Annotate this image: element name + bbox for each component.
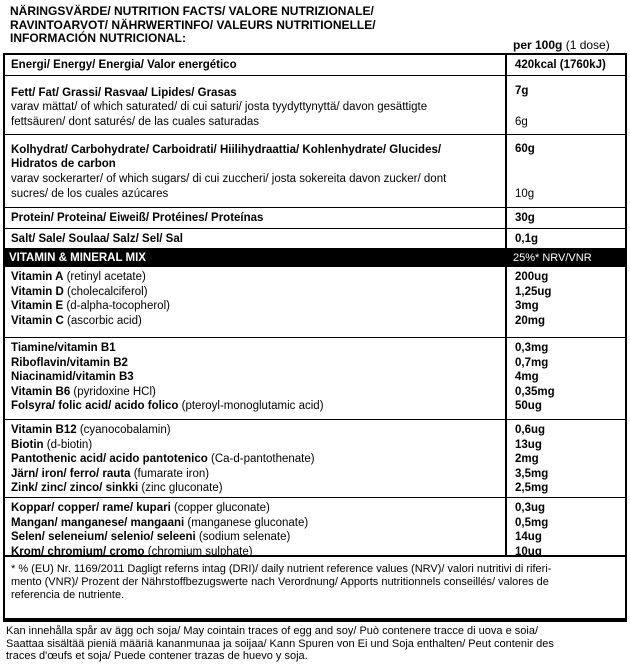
sugars-value: 10g (515, 188, 535, 200)
nutrient-label (11, 371, 495, 385)
nutrient-label (11, 300, 495, 314)
nutrient-label (11, 400, 495, 414)
nutrient-value: 2,5mg (515, 482, 549, 494)
salt-label: Salt/ Sale/ Soulaa/ Salz/ Sel/ Sal (11, 233, 183, 245)
vitamin-mix-title: VITAMIN & MINERAL MIX (9, 252, 146, 264)
footnote-box (3, 557, 627, 620)
nutrient-value: 0,3ug (515, 502, 546, 514)
nutrient-value: 1,25ug (515, 285, 552, 298)
nutrient-value: 0,35mg (515, 385, 555, 398)
salt-row (5, 229, 625, 248)
fat-label: Fett/ Fat/ Grassi/ Rasvaa/ Lipides/ Grasas (11, 87, 237, 99)
per-dose: (1 dose) (565, 38, 610, 52)
nutrient-label (11, 424, 495, 438)
carbohydrate-row (5, 135, 625, 208)
fat-row (5, 76, 625, 135)
vitamin-table (3, 267, 627, 557)
nutrient-name: Tiamine/vitamin B1 (11, 342, 116, 354)
nutrient-name: Vitamin E (11, 300, 64, 312)
label-header (3, 3, 627, 53)
allergy-notice (3, 620, 627, 664)
footnote-line: referencia de nutriente. (11, 589, 125, 601)
nutrient-label (11, 531, 495, 545)
nutrient-label (11, 468, 495, 482)
nutrient-name: Järn/ iron/ ferro/ rauta (11, 467, 131, 480)
nrv-heading: 25%* NRV/VNR (513, 252, 592, 264)
reference-footnote (11, 563, 623, 602)
nutrient-label (11, 517, 495, 531)
vitamin-mix-header (3, 250, 627, 267)
nutrient-detail: (copper gluconate) (170, 502, 270, 514)
nutrient-value: 2mg (515, 453, 539, 465)
nutrient-name: Koppar/ copper/ rame/ kupari (11, 502, 171, 514)
carb-value: 60g (515, 143, 535, 155)
nutrient-detail: (pyridoxine HCl) (70, 385, 156, 398)
allergy-line: Kan innehålla spår av ägg och soja/ May cointain traces of egg and soy/ Può contenere tracce di uova e soia/ (6, 625, 538, 637)
nutrient-name: Vitamin C (11, 314, 64, 327)
nutrient-detail: (ascorbic acid) (63, 314, 142, 327)
nutrient-name: Vitamin D (11, 285, 64, 298)
protein-value: 30g (515, 212, 535, 224)
nutrient-name: Zink/ zinc/ zinco/ sinkki (11, 482, 139, 494)
nutrient-value: 14ug (515, 531, 542, 543)
nutrient-name: Krom/ chromium/ cromo (11, 545, 145, 558)
carb-label-2: Hidratos de carbon (11, 158, 116, 170)
nutrient-label (11, 315, 495, 329)
allergy-line: traces d'œufs et soja/ Puede contener trazas de huevo y soja. (6, 650, 308, 662)
allergy-line: Saattaa sisältää pieniä määriä kananmunaa ja soijaa/ Kann Spuren von Ei und Soja enthalten/ Peut contenir des (6, 637, 554, 650)
header-title (10, 5, 510, 46)
nutrient-label (11, 502, 495, 516)
fat-value: 7g (515, 85, 529, 97)
nutrient-detail: (retinyl acetate) (63, 271, 146, 283)
energy-value: 420kcal (1760kJ) (515, 59, 606, 71)
sugars-label-2: sucres/ de los cuales azúcares (11, 188, 169, 200)
nutrient-name: Vitamin A (11, 271, 64, 283)
footnote-line: mento (VNR)/ Prozent der Nährstoffbezugswerte nach Verordnung/ Apports nutritionnels conseillés/ valores de (11, 576, 549, 588)
header-title-line: RAVINTOARVOT/ NÄHRWERTINFO/ VALEURS NUTRITIONELLE/ (10, 17, 376, 32)
carb-label-1: Kolhydrat/ Carbohydrate/ Carboidrati/ Hiilihydraattia/ Kohlenhydrate/ Glucides/ (11, 144, 442, 156)
nutrient-label (11, 271, 495, 285)
nutrient-name: Riboflavin/vitamin B2 (11, 356, 128, 369)
nutrient-value: 20mg (515, 314, 546, 327)
nutrition-label (3, 3, 627, 662)
macro-table (3, 53, 627, 250)
nutrient-detail: (fumarate iron) (130, 467, 210, 480)
nutrient-label (11, 453, 495, 467)
nutrient-value: 0,3mg (515, 342, 549, 354)
protein-row (5, 208, 625, 229)
nutrient-detail: (Ca-d-pantothenate) (207, 453, 315, 465)
saturated-label-1: varav mättat/ of which saturated/ di cui saturi/ josta tyydyttynyttä/ davon gesättigte (11, 101, 428, 113)
vitamin-group (5, 420, 625, 498)
nutrient-value: 0,5mg (515, 516, 549, 529)
nutrient-detail: (zinc gluconate) (138, 482, 223, 494)
sugars-label-1: varav sockerarter/ of which sugars/ di cui zuccheri/ josta sokereita davon zucker/ dont (11, 173, 447, 185)
saturated-value: 6g (515, 116, 528, 128)
nutrient-name: Selen/ seleneium/ selenio/ seleeni (11, 531, 196, 543)
protein-label: Protein/ Proteina/ Eiweiß/ Protéines/ Proteínas (11, 212, 264, 224)
nutrient-value: 0,7mg (515, 356, 549, 369)
salt-value: 0,1g (515, 233, 539, 245)
nutrient-detail: (manganese gluconate) (184, 516, 309, 529)
nutrient-name: Niacinamid/vitamin B3 (11, 371, 134, 383)
nutrient-detail: (pteroyl-monoglutamic acid) (178, 400, 324, 412)
vitamin-group (5, 498, 625, 557)
nutrient-value: 0,6ug (515, 424, 546, 436)
nutrient-detail: (cholecalciferol) (63, 285, 148, 298)
nutrient-detail: (d-alpha-tocopherol) (63, 300, 170, 312)
header-title-line: NÄRINGSVÄRDE/ NUTRITION FACTS/ VALORE NUTRIZIONALE/ (10, 4, 374, 18)
per-serving (513, 38, 610, 52)
nutrient-label (11, 286, 495, 300)
nutrient-label (11, 482, 495, 496)
nutrient-detail: (d-biotin) (43, 438, 93, 451)
nutrient-name: Pantothenic acid/ acido pantotenico (11, 453, 208, 465)
footnote-line: * % (EU) Nr. 1169/2011 Dagligt referns intag (DRI)/ daily nutrient reference values (NRV)/ valori nutritivi di riferi- (11, 563, 552, 575)
nutrient-detail: (sodium selenate) (195, 531, 291, 543)
energy-row (5, 55, 625, 76)
nutrient-detail: (chromium sulphate) (144, 545, 253, 558)
nutrient-detail: (cyanocobalamin) (76, 424, 171, 436)
vitamin-group (5, 267, 625, 338)
energy-label: Energi/ Energy/ Energia/ Valor energético (11, 59, 237, 71)
saturated-label-2: fettsäuren/ dont saturés/ de las cuales saturadas (11, 116, 260, 128)
nutrient-name: Folsyra/ folic acid/ acido folico (11, 400, 179, 412)
nutrient-name: Vitamin B6 (11, 385, 71, 398)
nutrient-value: 200ug (515, 271, 549, 283)
nutrient-label (11, 439, 495, 453)
nutrient-label (11, 357, 495, 371)
nutrient-value: 3mg (515, 300, 539, 312)
nutrient-value: 13ug (515, 438, 542, 451)
nutrient-label (11, 342, 495, 356)
header-title-line: INFORMACIÓN NUTRICIONAL: (10, 31, 186, 45)
nutrient-value: 50ug (515, 400, 542, 412)
vitamin-group (5, 338, 625, 420)
nutrient-value: 4mg (515, 371, 539, 383)
nutrient-label (11, 386, 495, 400)
nutrient-name: Biotin (11, 438, 44, 451)
per-100g: per 100g (513, 38, 563, 52)
nutrient-name: Vitamin B12 (11, 424, 77, 436)
nutrient-value: 10ug (515, 545, 542, 558)
nutrient-value: 3,5mg (515, 467, 549, 480)
allergy-text (6, 625, 622, 663)
nutrient-name: Mangan/ manganese/ mangaani (11, 516, 185, 529)
